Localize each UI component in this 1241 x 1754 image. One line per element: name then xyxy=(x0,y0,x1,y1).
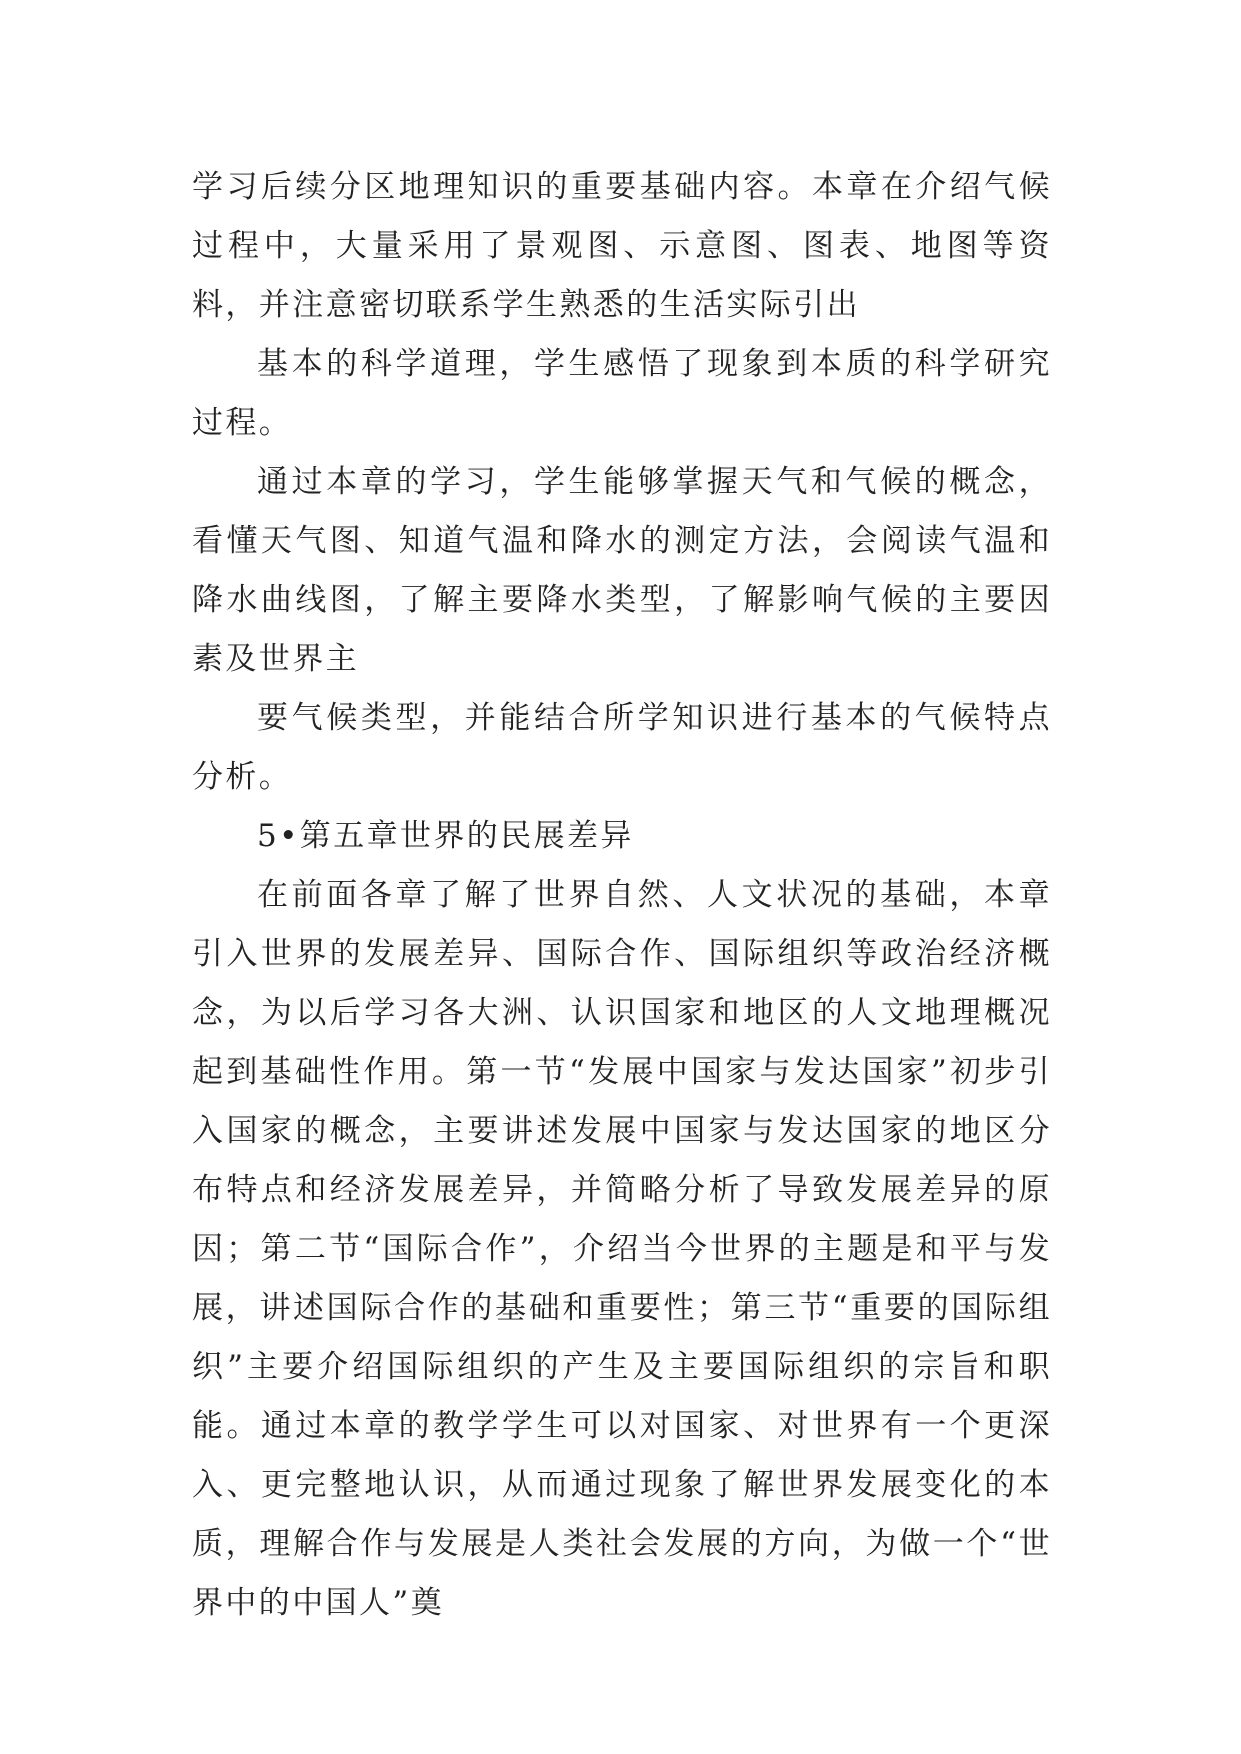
paragraph-4: 要气候类型，并能结合所学知识进行基本的气候特点分析。 xyxy=(192,700,1052,795)
section-heading: 5•第五章世界的民展差异 xyxy=(257,818,634,854)
paragraph-6: 在前面各章了解了世界自然、人文状况的基础，本章引入世界的发展差异、国际合作、国际组织等政治经济概念，为以后学习各大洲、认识国家和地区的人文地理概况起到基础性作用。第一节“发展中国家与发达国家”初步引入国家的概念，主要讲述发展中国家与发达国家的地区分布特点和经济发展差异，并简略分析了导致发展差异的原因；第二节“国际合作”，介绍当今世界的主题是和平与发展，讲述国际合作的基础和重要性；第三节“重要的国际组织”主要介绍国际组织的产生及主要国际组织的宗旨和职能。通过本章的教学学生可以对国家、对世界有一个更深入、更完整地认识，从而通过现象了解世界发展变化的本质，理解合作与发展是人类社会发展的方向，为做一个“世界中的中国人”奠 xyxy=(192,877,1052,1621)
document-page xyxy=(192,158,1052,1633)
paragraph-3: 通过本章的学习，学生能够掌握天气和气候的概念，看懂天气图、知道气温和降水的测定方法，会阅读气温和降水曲线图，了解主要降水类型，了解影响气候的主要因素及世界主 xyxy=(192,464,1052,677)
paragraph-2: 基本的科学道理，学生感悟了现象到本质的科学研究过程。 xyxy=(192,346,1052,441)
paragraph-1: 学习后续分区地理知识的重要基础内容。本章在介绍气候过程中，大量采用了景观图、示意图、图表、地图等资料，并注意密切联系学生熟悉的生活实际引出 xyxy=(192,169,1052,323)
